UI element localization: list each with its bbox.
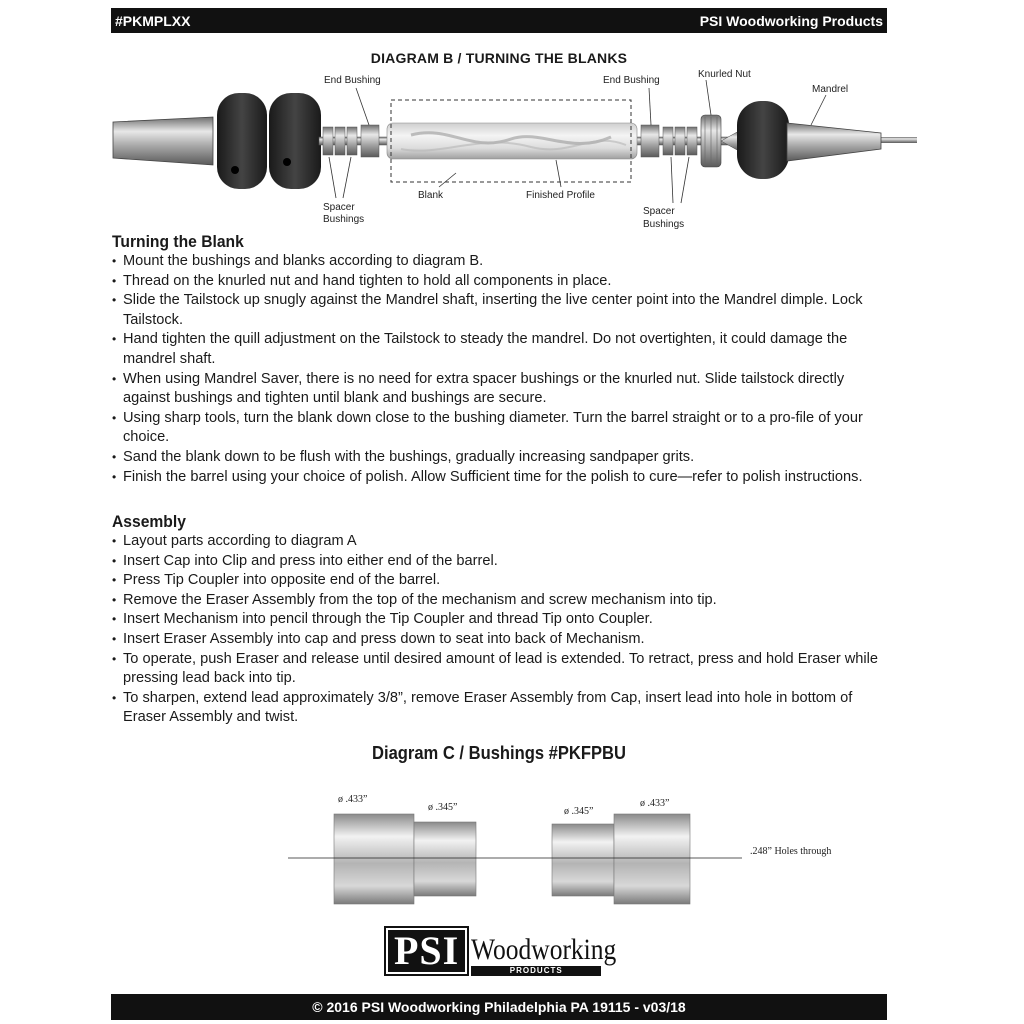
- live-center-cup: [737, 101, 789, 179]
- drive-wheel-left: [217, 93, 267, 189]
- end-bushing-left: [361, 125, 379, 157]
- label-spacer-right: Spacer: [643, 206, 675, 217]
- right-morse-taper: [787, 123, 881, 161]
- spacer-bushing: [687, 127, 697, 155]
- list-item: • Sand the blank down to be flush with the bushings, gradually increasing sandpaper grits.: [112, 448, 887, 468]
- label-holes-through: .248” Holes through: [750, 846, 832, 857]
- live-center-point: [721, 131, 739, 151]
- spacer-bushing: [335, 127, 345, 155]
- label-bushings-right: Bushings: [643, 219, 685, 230]
- list-item: • To operate, push Eraser and release until desired amount of lead is extended. To retract, press and hold Eraser while pressing lead back into tip.: [112, 650, 887, 689]
- list-item: • When using Mandrel Saver, there is no need for extra spacer bushings or the knurled nut. Slide tailstock directly against bushings and tighten until blank and bushings are secure.: [112, 370, 887, 409]
- list-item: • Insert Mechanism into pencil through the Tip Coupler and thread Tip onto Coupler.: [112, 610, 887, 630]
- logo-products-text: PRODUCTS: [471, 966, 601, 976]
- turning-heading: Turning the Blank: [112, 232, 244, 251]
- label-left-small-diameter: ø .345”: [428, 802, 458, 813]
- bushing-small-left: [414, 822, 476, 896]
- left-morse-taper: [113, 117, 213, 165]
- assembly-list: [112, 532, 887, 728]
- turning-section: [112, 232, 887, 487]
- logo-psi-box: [384, 926, 469, 976]
- diagram-c-bushings-illustration: [280, 790, 880, 910]
- footer-text: © 2016 PSI Woodworking Philadelphia PA 19115 - v03/18: [312, 999, 686, 1015]
- label-left-large-diameter: ø .433”: [338, 794, 368, 805]
- label-end-bushing-left: End Bushing: [324, 75, 381, 86]
- list-item: • Using sharp tools, turn the blank down close to the bushing diameter. Turn the barrel straight or to a pro-file of your choice.: [112, 409, 887, 448]
- list-item: • Layout parts according to diagram A: [112, 532, 887, 552]
- label-finished-profile: Finished Profile: [526, 190, 595, 201]
- spacer-bushing: [323, 127, 333, 155]
- list-item: • Mount the bushings and blanks according to diagram B.: [112, 252, 887, 272]
- diagram-b-title: DIAGRAM B / TURNING THE BLANKS: [370, 50, 628, 66]
- label-blank: Blank: [418, 190, 444, 201]
- label-mandrel: Mandrel: [812, 84, 849, 95]
- label-end-bushing-right: End Bushing: [603, 75, 660, 86]
- assembly-heading: Assembly: [112, 512, 186, 531]
- bushing-large-right: [614, 814, 690, 904]
- label-bushings-left: Bushings: [323, 214, 365, 225]
- mandrel-rod-end: [881, 137, 917, 143]
- logo-right: [471, 934, 642, 976]
- diagram-b-mandrel-illustration: [111, 65, 921, 235]
- list-item: • Insert Cap into Clip and press into either end of the barrel.: [112, 552, 887, 572]
- turning-list: [112, 252, 887, 487]
- logo-psi-text: PSI: [388, 930, 465, 972]
- label-knurled-nut: Knurled Nut: [698, 69, 751, 80]
- bushing-large-left: [334, 814, 414, 904]
- list-item: • Hand tighten the quill adjustment on the Tailstock to steady the mandrel. Do not overtighten, it could damage the mandrel shaft.: [112, 330, 887, 369]
- end-bushing-right: [641, 125, 659, 157]
- assembly-section: [112, 512, 887, 728]
- spacer-bushing: [675, 127, 685, 155]
- psi-logo: [384, 920, 642, 976]
- wheel-hole-icon: [283, 158, 291, 166]
- label-right-small-diameter: ø .345”: [564, 806, 594, 817]
- list-item: • Remove the Eraser Assembly from the top of the mechanism and screw mechanism into tip.: [112, 591, 887, 611]
- sku-label: #PKMPLXX: [115, 12, 191, 29]
- list-item: • Press Tip Coupler into opposite end of the barrel.: [112, 571, 887, 591]
- bushing-small-right: [552, 824, 614, 896]
- spacer-bushing: [347, 127, 357, 155]
- header-bar: [111, 8, 887, 33]
- drive-wheel-right: [269, 93, 321, 189]
- label-spacer-left: Spacer: [323, 202, 355, 213]
- footer-bar: [111, 994, 887, 1020]
- list-item: • Insert Eraser Assembly into cap and press down to seat into back of Mechanism.: [112, 630, 887, 650]
- list-item: • To sharpen, extend lead approximately 3/8”, remove Eraser Assembly from Cap, insert lead into hole in bottom of Eraser Assembly and twist.: [112, 689, 887, 728]
- list-item: • Finish the barrel using your choice of polish. Allow Sufficient time for the polish to cure—refer to polish instructions.: [112, 468, 887, 488]
- list-item: • Thread on the knurled nut and hand tighten to hold all components in place.: [112, 272, 887, 292]
- spacer-bushing: [663, 127, 673, 155]
- logo-woodworking-text: Woodworking: [471, 933, 617, 966]
- diagram-c-title: Diagram C / Bushings #PKFPBU: [372, 743, 626, 763]
- wheel-hole-icon: [231, 166, 239, 174]
- list-item: • Slide the Tailstock up snugly against the Mandrel shaft, inserting the live center point into the Mandrel dimple. Lock Tailstock.: [112, 291, 887, 330]
- label-right-large-diameter: ø .433”: [640, 798, 670, 809]
- brand-label: PSI Woodworking Products: [699, 12, 883, 29]
